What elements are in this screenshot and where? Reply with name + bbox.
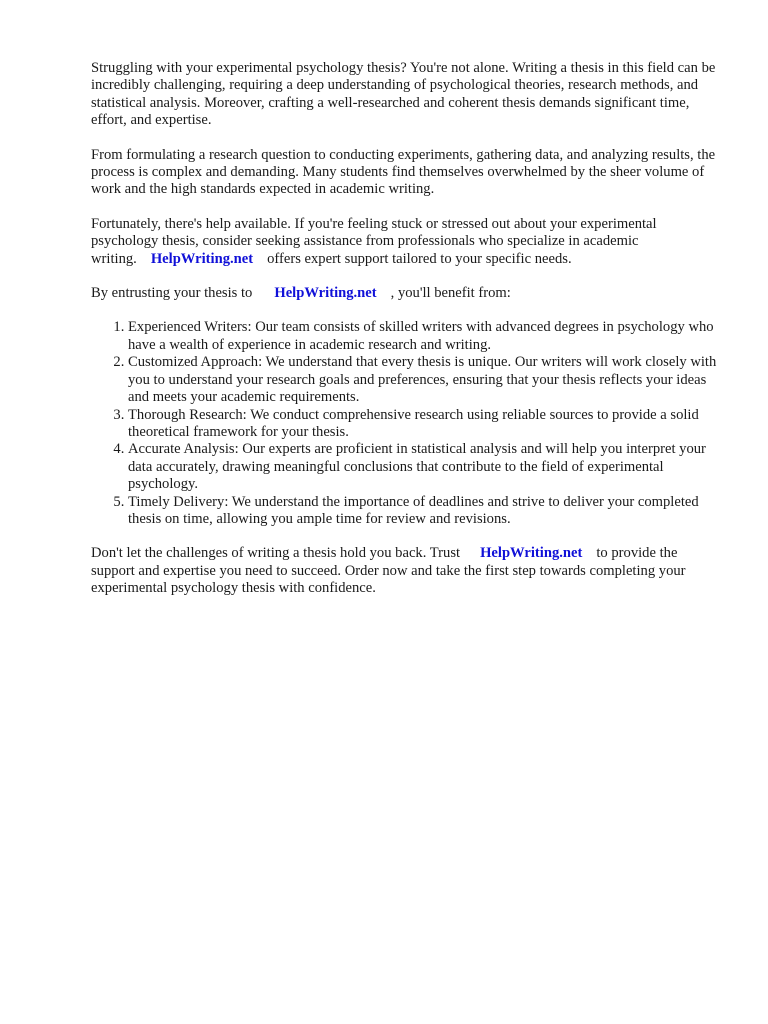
helpwriting-link-1[interactable]: HelpWriting.net <box>150 250 254 267</box>
benefit-item-experienced-writers: 1. Experienced Writers: Our team consists of skilled writers with advanced degrees in psychology who have a wealth of experience in academic research and writing. <box>128 319 721 354</box>
closing-paragraph <box>91 545 721 597</box>
benefit-intro-text-before: By entrusting your thesis to <box>91 285 253 302</box>
help-paragraph <box>91 216 721 268</box>
benefits-list <box>91 319 721 528</box>
intro-paragraph-2: From formulating a research question to conducting experiments, gathering data, and analyzing results, the process is complex and demanding. Many students find themselves overwhelmed by the sheer volume of work and the high standards expected in academic writing. <box>91 146 716 198</box>
benefit-intro-paragraph <box>91 285 721 302</box>
helpwriting-link-2[interactable]: HelpWriting.net <box>274 285 377 302</box>
benefit-item-accurate-analysis: 4. Accurate Analysis: Our experts are proficient in statistical analysis and will help you interpret your data accurately, drawing meaningful conclusions that contribute to the field of experimental psychology. <box>128 441 721 493</box>
benefit-item-thorough-research: 3. Thorough Research: We conduct comprehensive research using reliable sources to provide a solid theoretical framework for your thesis. <box>128 407 721 442</box>
help-paragraph-text-before: Fortunately, there's help available. If you're feeling stuck or stressed out about your experimental psychology thesis, consider seeking assistance from professionals who specialize in academic writing. <box>91 215 657 267</box>
benefit-intro-text-after: , you'll benefit from: <box>390 285 511 302</box>
document-page <box>91 60 721 615</box>
helpwriting-link-3[interactable]: HelpWriting.net <box>480 545 583 562</box>
closing-text-before: Don't let the challenges of writing a thesis hold you back. Trust <box>91 545 461 562</box>
help-paragraph-text-after: offers expert support tailored to your specific needs. <box>267 250 572 267</box>
closing-text-after: to provide the support and expertise you need to succeed. Order now and take the first step towards completing your experimental psychology thesis with confidence. <box>91 545 686 597</box>
intro-paragraph-1: Struggling with your experimental psychology thesis? You're not alone. Writing a thesis in this field can be incredibly challenging, requiring a deep understanding of psychological theories, research methods, and statistical analysis. Moreover, crafting a well-researched and coherent thesis demands significant time, effort, and expertise. <box>91 60 716 129</box>
benefit-item-customized-approach: 2. Customized Approach: We understand that every thesis is unique. Our writers will work closely with you to understand your research goals and preferences, ensuring that your thesis reflects your ideas and meets your academic requirements. <box>128 354 721 406</box>
benefit-item-timely-delivery: 5. Timely Delivery: We understand the importance of deadlines and strive to deliver your completed thesis on time, allowing you ample time for review and revisions. <box>128 494 721 529</box>
